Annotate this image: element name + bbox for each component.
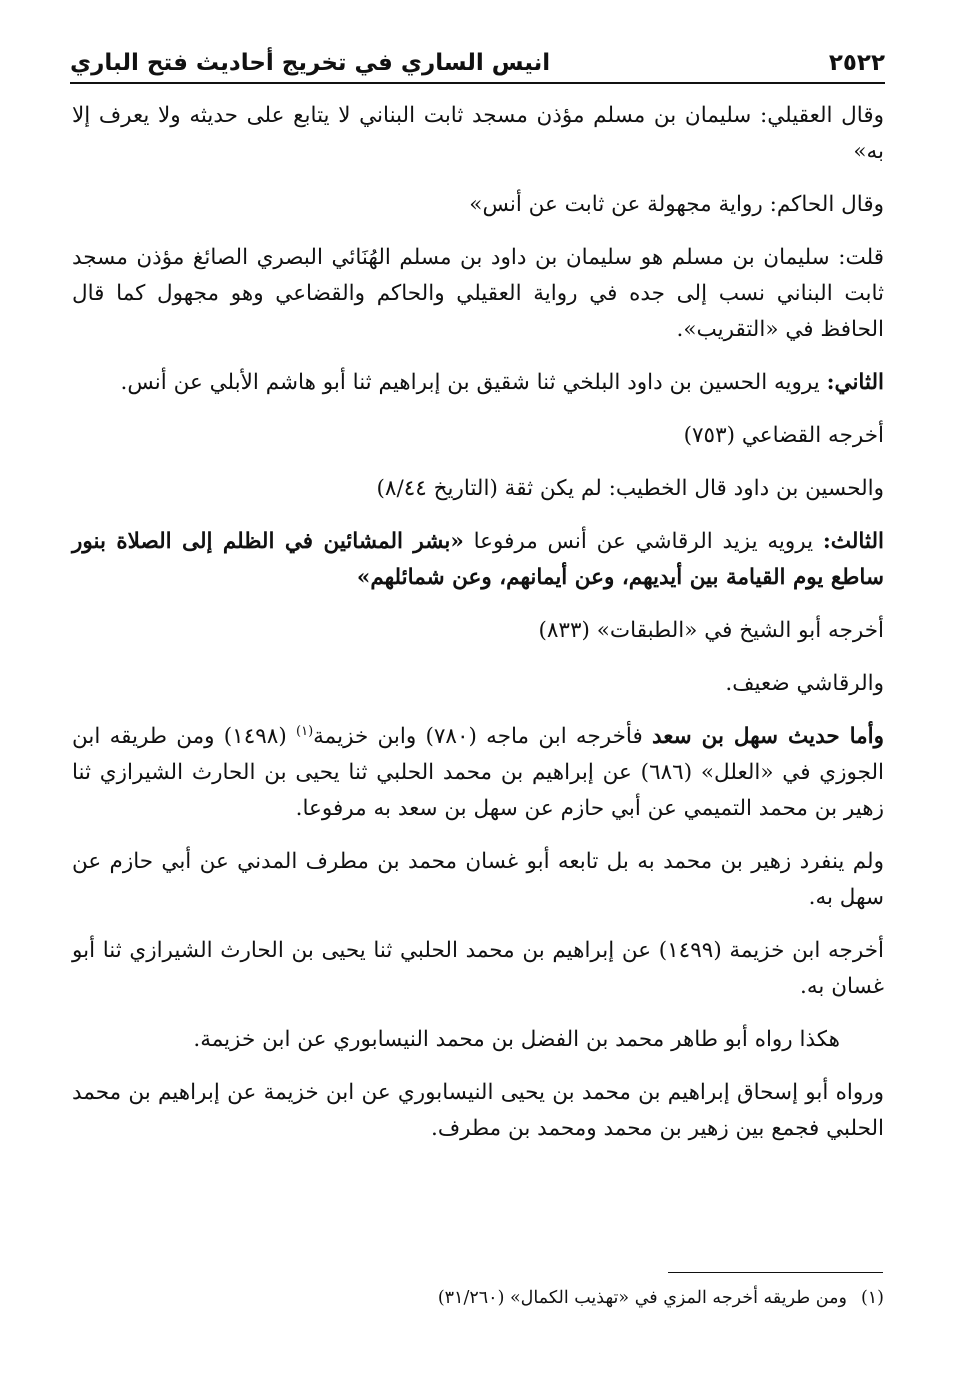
paragraph-6: والحسين بن داود قال الخطيب: لم يكن ثقة (التاريخ ٨/٤٤) — [376, 476, 884, 501]
footnote-text: ومن طريقه أخرجه المزي في «تهذيب الكمال» (٣١/٢٦٠) — [437, 1288, 847, 1308]
paragraph-10: وأما حديث سهل بن سعد فأخرجه ابن ماجه (٧٨٠) وابن خزيمة$^{(١)}$ (١٤٩٨) ومن طريقه ابن الجوزي في «العلل» (٦٨٦) عن إبراهيم بن محمد الحلبي ثنا يحيى بن الحارث الشيرازي ثنا زهير بن محمد التميمي عن أبي حازم عن سهل بن سعد به مرفوعا. — [72, 723, 884, 821]
main-text — [72, 98, 884, 1164]
paragraph-13: هكذا رواه أبو طاهر محمد بن الفضل بن محمد النيسابوري عن ابن خزيمة. — [193, 1027, 840, 1052]
hadith-text: «بشر المشائين في الظلم إلى الصلاة بنور ساطع يوم القيامة بين أيديهم، وعن أيمانهم، وعن شمائلهم» — [72, 529, 884, 590]
footnote-ref: (١) — [296, 723, 314, 739]
book-title: انيس الساري في تخريج أحاديث فتح الباري — [70, 50, 551, 76]
footnote — [72, 1285, 884, 1311]
paragraph-1: وقال العقيلي: سليمان بن مسلم مؤذن مسجد ثابت البناني لا يتابع على حديثه ولا يعرف إلا به» — [72, 103, 884, 164]
page-number: ٢٥٢٢ — [828, 50, 885, 76]
paragraph-9: والرقاشي ضعيف. — [725, 671, 884, 696]
section-lead: وأما حديث سهل بن سعد — [652, 724, 884, 749]
paragraph-8: أخرجه أبو الشيخ في «الطبقات» (٨٣٣) — [538, 618, 884, 643]
paragraph-11: ولم ينفرد زهير بن محمد به بل تابعه أبو غسان محمد بن مطرف المدني عن أبي حازم عن سهل به. — [72, 849, 884, 910]
paragraph-4: الثاني: يرويه الحسين بن داود البلخي ثنا شقيق بن إبراهيم ثنا أبو هاشم الأبلي عن أنس. — [120, 370, 884, 395]
section-lead: الثالث: — [822, 529, 884, 554]
paragraph-14: ورواه أبو إسحاق إبراهيم بن محمد بن يحيى النيسابوري عن ابن خزيمة عن إبراهيم بن محمد الحلبي فجمع بين زهير بن محمد ومحمد بن مطرف. — [72, 1080, 884, 1141]
paragraph-5: أخرجه القضاعي (٧٥٣) — [683, 423, 884, 448]
running-header — [70, 38, 885, 84]
paragraph-12: أخرجه ابن خزيمة (١٤٩٩) عن إبراهيم بن محمد الحلبي ثنا يحيى بن الحارث الشيرازي ثنا أبو غسان به. — [72, 938, 884, 999]
paragraph-2: وقال الحاكم: رواية مجهولة عن ثابت عن أنس» — [469, 192, 884, 217]
footnote-mark: (١) — [860, 1288, 884, 1308]
section-lead: الثاني: — [826, 370, 884, 395]
paragraph-7: الثالث: يرويه يزيد الرقاشي عن أنس مرفوعا «بشر المشائين في الظلم إلى الصلاة بنور ساطع يوم القيامة بين أيديهم، وعن أيمانهم، وعن شمائلهم» — [72, 529, 884, 590]
paragraph-3: قلت: سليمان بن مسلم هو سليمان بن داود بن مسلم الهُنَائي البصري الصائغ مؤذن مسجد ثابت البناني نسب إلى جده في رواية العقيلي والحاكم والقضاعي وهو مجهول كما قال الحافظ في «التقريب». — [72, 245, 884, 342]
footnote-divider — [668, 1272, 883, 1273]
